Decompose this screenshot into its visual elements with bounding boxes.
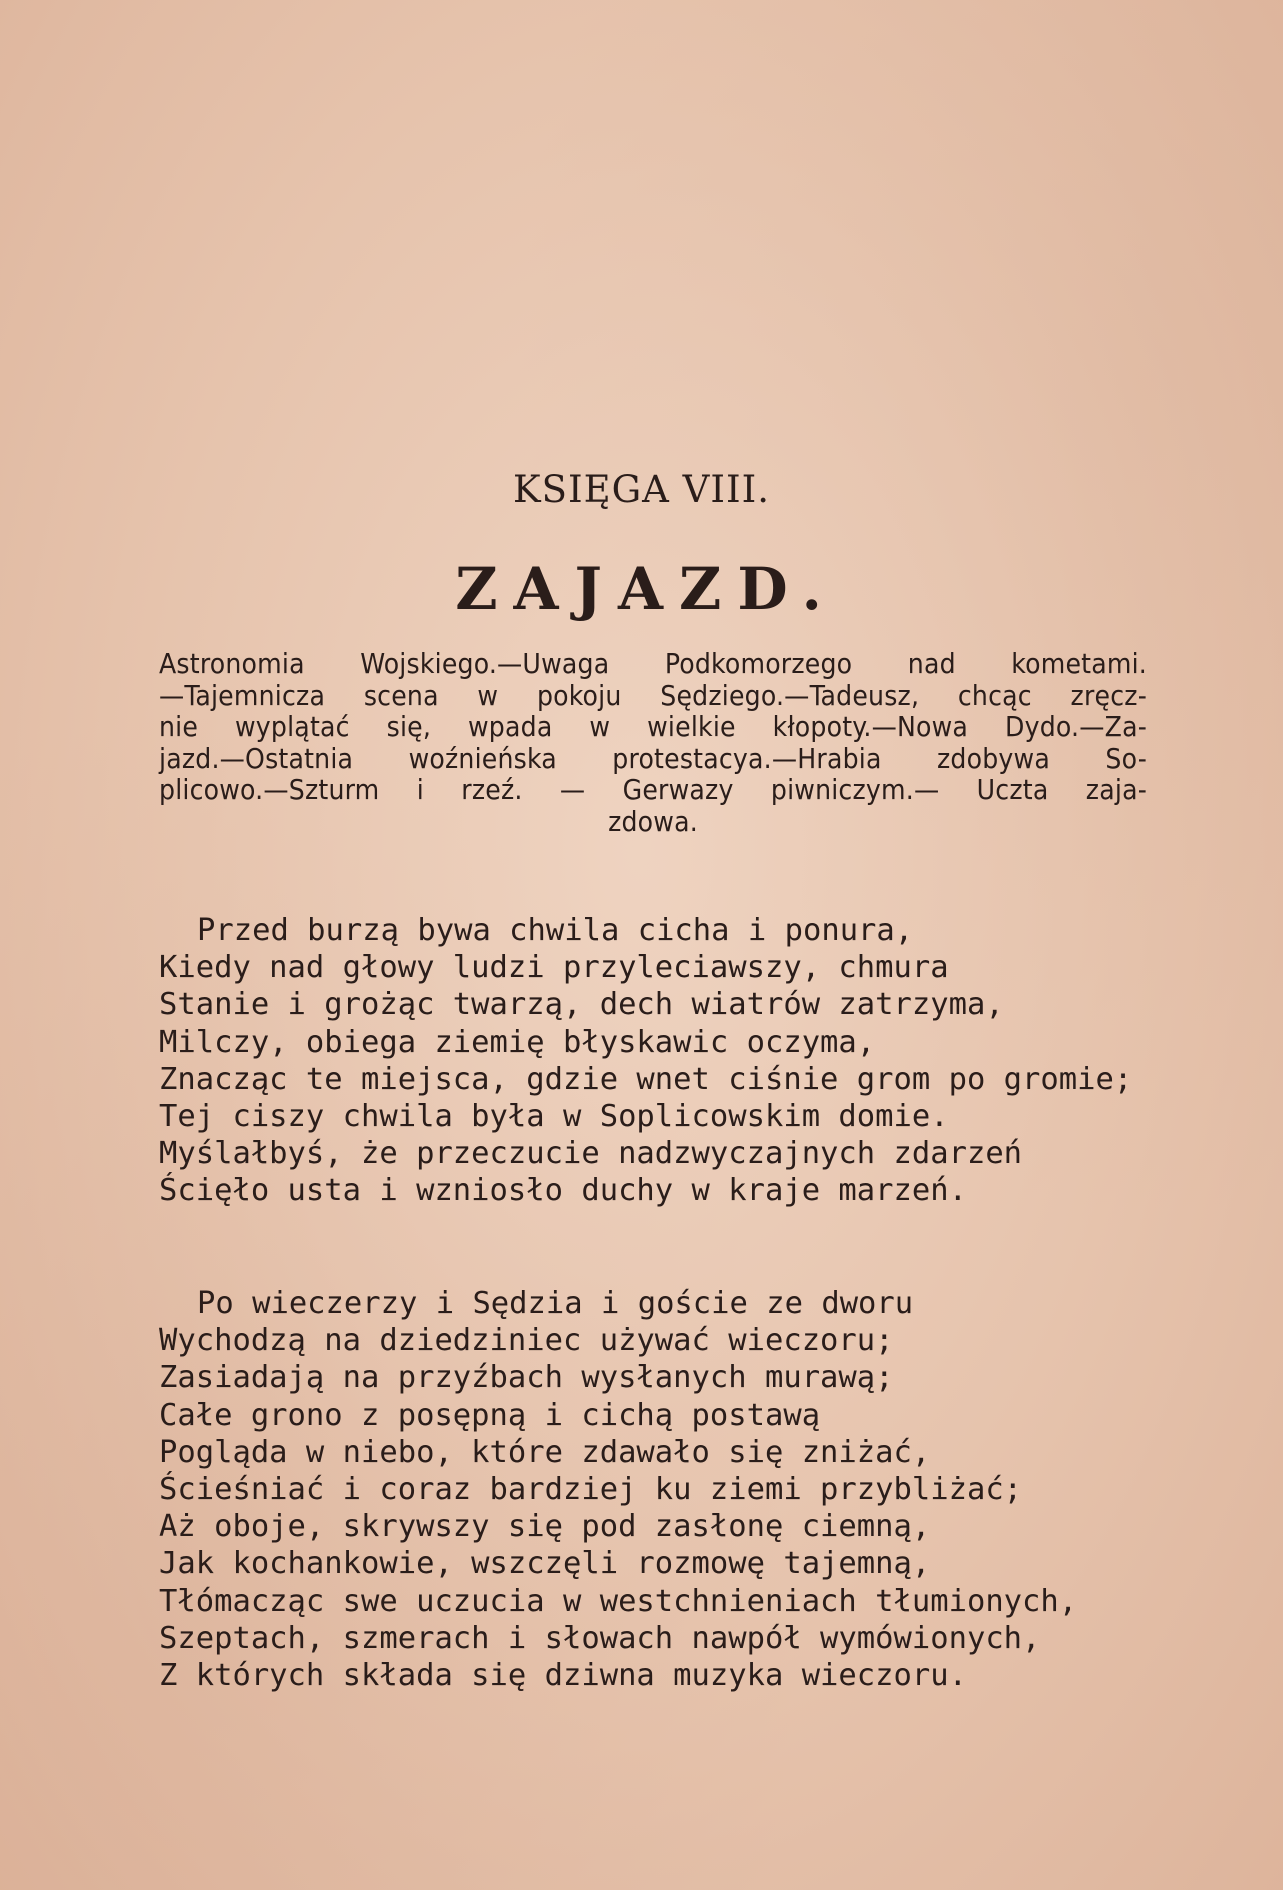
summary-line: Astronomia Wojskiego.—Uwaga Podkomorzego nad kometami. xyxy=(159,647,1147,680)
verse-line: Kiedy nad głowy ludzi przyleciawszy, chmura xyxy=(159,950,949,986)
verse-line: Myślałbyś, że przeczucie nadzwyczajnych zdarzeń xyxy=(159,1136,1023,1172)
chapter-title: ZAJAZD. xyxy=(455,555,838,623)
verse-line: Przed burzą bywa chwila cicha i ponura, xyxy=(197,913,914,948)
summary-line: nie wyplątać się, wpada w wielkie kłopoty.—Nowa Dydo.—Za- xyxy=(159,710,1147,743)
verse-stanza-1 xyxy=(159,912,1159,1210)
summary-line: —Tajemnicza scena w pokoju Sędziego.—Tadeusz, chcąc zręcz- xyxy=(159,678,1147,712)
summary-line: plicowo.—Szturm i rzeź. — Gerwazy piwniczym.— Uczta zaja- xyxy=(159,773,1147,806)
summary-line: jazd.—Ostatnia woźnieńska protestacya.—Hrabia zdobywa So- xyxy=(159,741,1147,775)
verse-line: Tej ciszy chwila była w Soplicowskim domie. xyxy=(159,1098,949,1134)
verse-line: Znacząc te miejsca, gdzie wnet ciśnie grom po gromie; xyxy=(159,1061,1133,1097)
verse-line: Ścieśniać i coraz bardziej ku ziemi przybliżać; xyxy=(159,1471,1023,1507)
verse-stanza-2 xyxy=(159,1285,1159,1694)
verse-line: Z których składa się dziwna muzyka wieczoru. xyxy=(159,1657,967,1693)
verse-line: Stanie i grożąc twarzą, dech wiatrów zatrzyma, xyxy=(159,987,1004,1023)
verse-line: Tłómacząc swe uczucia w westchnieniach tłumionych, xyxy=(159,1583,1078,1619)
verse-line: Zasiadają na przyźbach wysłanych murawą; xyxy=(159,1360,894,1396)
verse-line: Po wieczerzy i Sędzia i goście ze dworu xyxy=(197,1286,914,1321)
verse-line: Ścięło usta i wzniosło duchy w kraje marzeń. xyxy=(159,1173,967,1209)
verse-line: Pogląda w niebo, które zdawało się zniżać, xyxy=(159,1434,931,1470)
book-label: KSIĘGA VIII. xyxy=(513,468,770,511)
verse-line: Całe grono z posępną i cichą postawą xyxy=(159,1397,821,1433)
verse-line: Aż oboje, skrywszy się pod zasłonę ciemną, xyxy=(159,1509,931,1545)
summary-line: zdowa. xyxy=(608,804,698,838)
verse-line: Wychodzą na dziedziniec używać wieczoru; xyxy=(159,1323,894,1359)
verse-line: Szeptach, szmerach i słowach nawpół wymówionych, xyxy=(159,1620,1041,1656)
verse-line: Jak kochankowie, wszczęli rozmowę tajemną, xyxy=(159,1546,931,1582)
chapter-summary xyxy=(159,648,1147,837)
verse-line: Milczy, obiega ziemię błyskawic oczyma, xyxy=(159,1024,876,1060)
